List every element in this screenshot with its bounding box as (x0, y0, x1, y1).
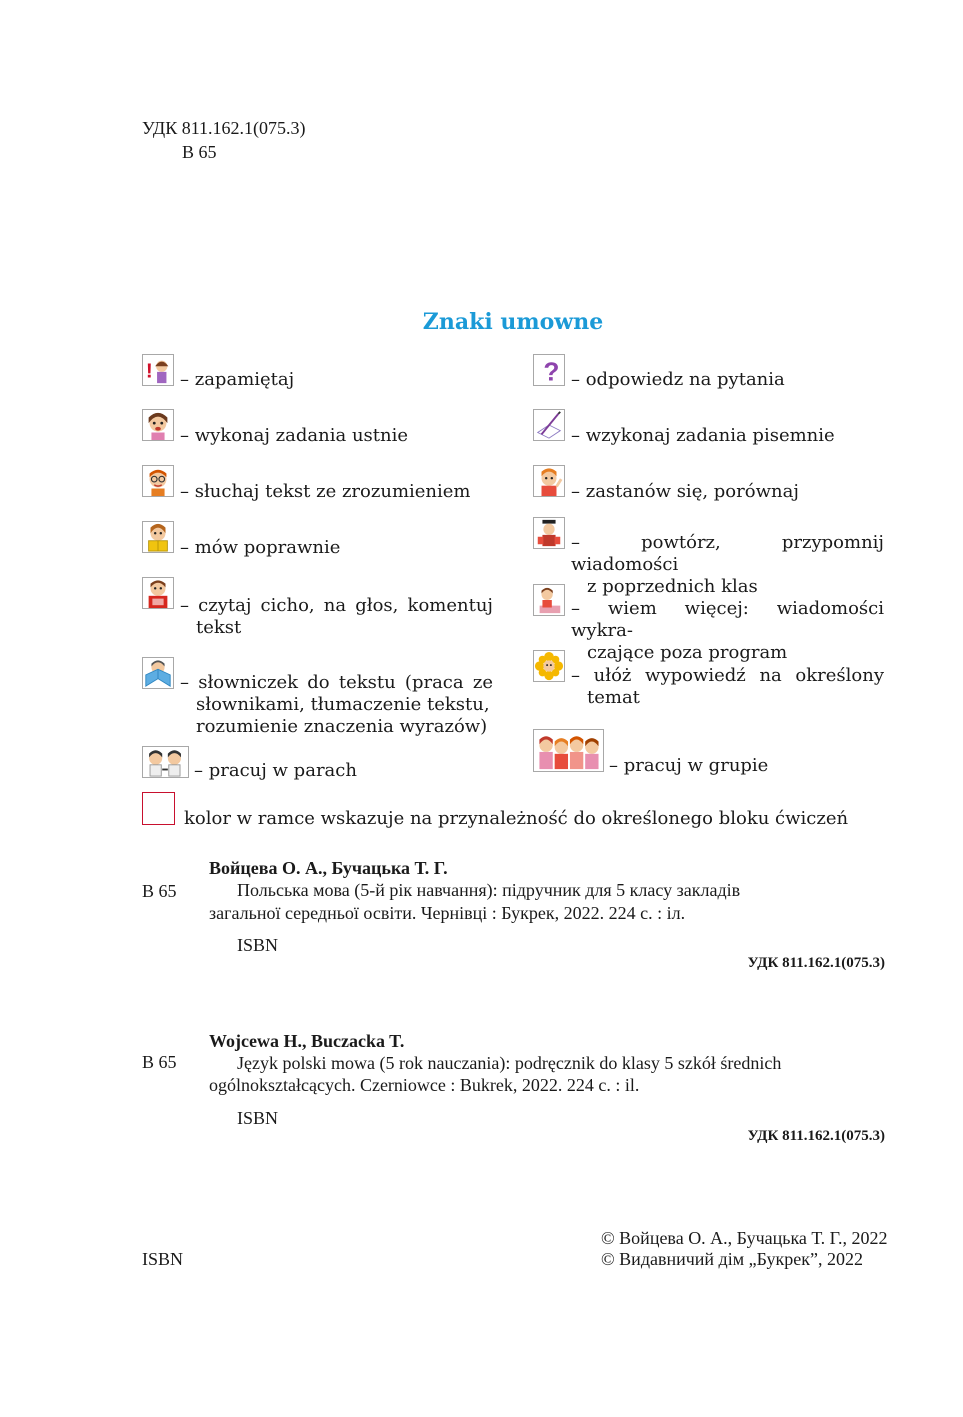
entry1-code: В 65 (142, 881, 177, 901)
legend-text-know-more-line2: czające poza program (587, 642, 788, 663)
legend-text-pairs: – pracuj w parach (194, 760, 357, 781)
legend-text-listen: – słuchaj tekst ze zrozumieniem (180, 481, 471, 502)
legend-text-dictionary-line2: słownikami, tłumaczenie tekstu, (196, 694, 490, 715)
question-icon (533, 354, 565, 386)
know-more-icon (533, 584, 565, 616)
color-frame-sample (142, 792, 175, 825)
legend-text-remember: – zapamiętaj (180, 369, 295, 390)
entry2-authors: Wojcewa H., Buczacka T. (209, 1031, 405, 1051)
copyright-publisher: © Видавничий дім „Букрек”, 2022 (601, 1249, 863, 1269)
legend-text-know-more (571, 598, 884, 664)
catalog-code: В 65 (182, 142, 217, 162)
legend-text-writing: – wzykonaj zadania pisemnie (571, 425, 835, 446)
svg-text:?: ? (543, 356, 560, 385)
entry2-line1: Język polski mowa (5 rok nauczania): podręcznik do klasy 5 szkół średnich (237, 1053, 782, 1073)
think-icon (533, 465, 565, 497)
entry1-line1: Польська мова (5-й рік навчання): підручник для 5 класу закладів (237, 880, 741, 900)
legend-text-read (180, 595, 493, 639)
entry1-line2: загальної середньої освіти. Чернівці : Букрек, 2022. 224 с. : іл. (209, 903, 686, 923)
listen-icon (142, 465, 174, 497)
entry2-isbn: ISBN (237, 1108, 279, 1128)
legend-text-dictionary (180, 672, 493, 738)
pair-work-icon (142, 746, 189, 778)
entry2-udk: УДК 811.162.1(075.3) (747, 1128, 885, 1144)
entry1-isbn: ISBN (237, 935, 279, 955)
footer-isbn: ISBN (142, 1249, 184, 1269)
legend-text-read-line2: tekst (196, 617, 242, 638)
legend-text-question: – odpowiedz na pytania (571, 369, 785, 390)
copyright-authors: © Войцева О. А., Бучацька Т. Г., 2022 (601, 1228, 888, 1248)
legend-text-read-line1: – czytaj cicho, na głos, komentuj (180, 595, 493, 616)
remember-icon (142, 354, 174, 386)
legend-text-dictionary-line3: rozumienie znaczenia wyrazów) (196, 716, 488, 737)
entry1-authors: Войцева О. А., Бучацька Т. Г. (209, 858, 448, 878)
repeat-icon (533, 517, 565, 549)
legend-text-topic-line2: temat (587, 687, 640, 708)
legend-text-repeat-line1: – powtórz, przypomnij wiadomości (571, 532, 884, 575)
svg-text:!: ! (145, 359, 153, 383)
oral-task-icon (142, 409, 174, 441)
entry2-line2: ogólnokształcących. Czerniowce : Bukrek, 2022. 224 c. : il. (209, 1075, 640, 1095)
speak-correctly-icon (142, 521, 174, 553)
legend-text-group: – pracuj w grupie (609, 755, 769, 776)
legend-text-oral: – wykonaj zadania ustnie (180, 425, 409, 446)
legend-text-repeat (571, 532, 884, 598)
legend-text-topic (571, 665, 884, 709)
legend-text-dictionary-line1: – słowniczek do tekstu (praca ze (180, 672, 493, 693)
legend-title: Znaki umowne (422, 309, 604, 335)
legend-text-know-more-line1: – wiem więcej: wiadomości wykra- (571, 598, 884, 641)
entry2-code: В 65 (142, 1052, 177, 1072)
udk-code: УДК 811.162.1(075.3) (142, 118, 306, 138)
writing-task-icon (533, 409, 565, 441)
group-work-icon (533, 729, 604, 772)
legend-text-think: – zastanów się, porównaj (571, 481, 799, 502)
read-icon (142, 577, 174, 609)
entry1-udk: УДК 811.162.1(075.3) (747, 955, 885, 971)
topic-icon (533, 650, 565, 682)
legend-text-topic-line1: – ułóż wypowiedź na określony (571, 665, 884, 686)
legend-text-repeat-line2: z poprzednich klas (587, 576, 758, 597)
frame-note: kolor w ramce wskazuje na przynależność do określonego bloku ćwiczeń (184, 808, 849, 829)
dictionary-icon (142, 657, 174, 689)
legend-text-speak: – mów poprawnie (180, 537, 341, 558)
